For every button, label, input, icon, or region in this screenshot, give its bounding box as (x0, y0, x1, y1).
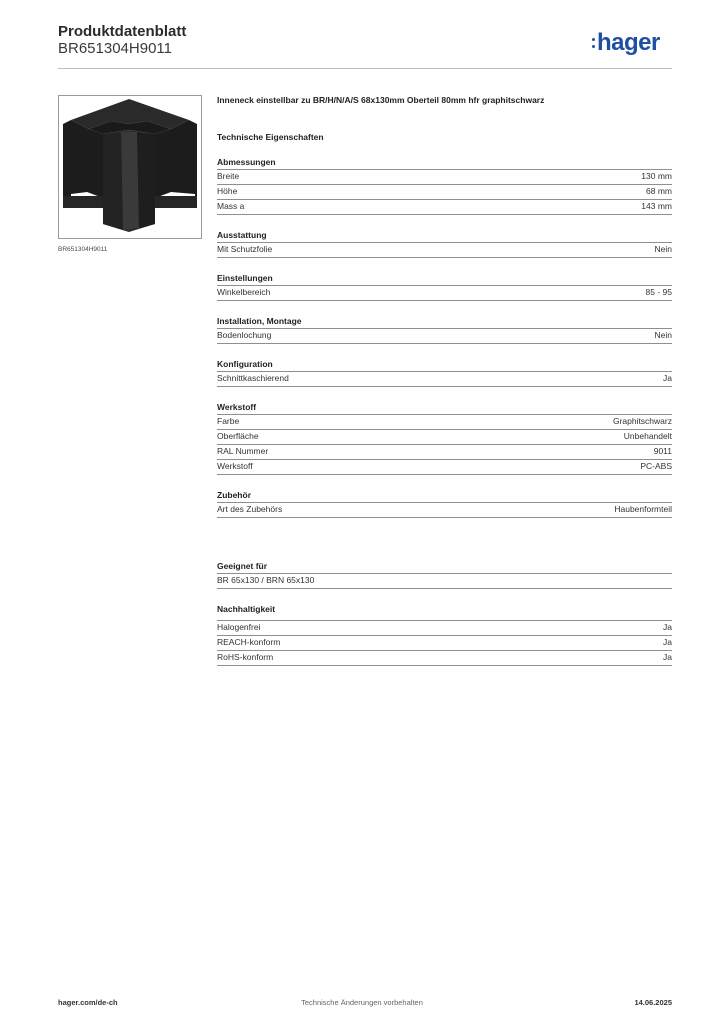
property-value: Ja (663, 622, 672, 632)
property-row (217, 574, 672, 589)
property-row (217, 445, 672, 460)
section-geeignet-fuer (217, 561, 672, 589)
property-row (217, 170, 672, 185)
product-code: BR651304H9011 (58, 40, 172, 57)
property-label: Oberfläche (217, 431, 259, 441)
section-title: Konfiguration (217, 359, 672, 372)
property-label: Bodenlochung (217, 330, 272, 340)
tech-heading: Technische Eigenschaften (217, 132, 324, 142)
product-details (217, 90, 672, 666)
property-label: Schnittkaschierend (217, 373, 289, 383)
property-label: RoHS-konform (217, 652, 274, 662)
section-title: Einstellungen (217, 273, 672, 286)
property-value: 9011 (653, 446, 672, 456)
property-label: REACH-konform (217, 637, 281, 647)
header-title: Produktdatenblatt (58, 23, 187, 40)
hager-logo[interactable] (592, 29, 660, 57)
section-ausstattung (217, 230, 672, 258)
section-konfiguration (217, 359, 672, 387)
property-row (217, 329, 672, 344)
property-label: Art des Zubehörs (217, 504, 283, 514)
footer-notice: Technische Änderungen vorbehalten (301, 998, 423, 1007)
property-row (217, 200, 672, 215)
section-title: Geeignet für (217, 561, 672, 574)
section-abmessungen (217, 157, 672, 215)
product-description: Inneneck einstellbar zu BR/H/N/A/S 68x130mm Oberteil 80mm hfr graphitschwarz (217, 95, 545, 105)
property-value: PC-ABS (640, 461, 672, 471)
property-label: BR 65x130 / BRN 65x130 (217, 575, 315, 585)
property-row (217, 185, 672, 200)
property-value: Nein (654, 244, 672, 254)
property-value: 130 mm (641, 171, 672, 181)
property-value: Ja (663, 373, 672, 383)
footer-website-link[interactable]: hager.com/de-ch (58, 998, 118, 1007)
property-value: Ja (663, 637, 672, 647)
property-row (217, 286, 672, 301)
section-title: Nachhaltigkeit (217, 604, 672, 621)
section-installation (217, 316, 672, 344)
property-row (217, 636, 672, 651)
property-value: Ja (663, 652, 672, 662)
product-image (58, 95, 202, 239)
property-label: Farbe (217, 416, 240, 426)
property-label: Werkstoff (217, 461, 253, 471)
property-label: Mass a (217, 201, 245, 211)
property-label: Breite (217, 171, 240, 181)
property-label: RAL Nummer (217, 446, 269, 456)
property-row (217, 372, 672, 387)
property-label: Halogenfrei (217, 622, 261, 632)
section-einstellungen (217, 273, 672, 301)
property-value: 143 mm (641, 201, 672, 211)
section-title: Abmessungen (217, 157, 672, 170)
property-value: Nein (654, 330, 672, 340)
property-row (217, 430, 672, 445)
property-row (217, 621, 672, 636)
property-value: Unbehandelt (623, 431, 672, 441)
section-zubehoer (217, 490, 672, 518)
property-label: Mit Schutzfolie (217, 244, 273, 254)
property-value: 68 mm (646, 186, 672, 196)
footer-date: 14.06.2025 (634, 998, 672, 1007)
logo-colon-icon (592, 35, 595, 49)
property-row (217, 415, 672, 430)
property-value: Haubenformteil (614, 504, 672, 514)
logo-text: hager (597, 29, 660, 56)
section-title: Ausstattung (217, 230, 672, 243)
section-title: Werkstoff (217, 402, 672, 415)
property-row (217, 503, 672, 518)
property-value: Graphitschwarz (612, 416, 672, 426)
section-spacer (217, 518, 672, 546)
section-werkstoff (217, 402, 672, 475)
property-row (217, 651, 672, 666)
property-label: Höhe (217, 186, 238, 196)
property-value: 85 - 95 (645, 287, 672, 297)
image-caption: BR651304H9011 (58, 246, 108, 253)
inner-corner-product-icon (59, 96, 201, 238)
header-divider (58, 68, 672, 69)
property-label: Winkelbereich (217, 287, 271, 297)
section-title: Zubehör (217, 490, 672, 503)
property-row (217, 243, 672, 258)
section-nachhaltigkeit (217, 604, 672, 666)
property-row (217, 460, 672, 475)
section-title: Installation, Montage (217, 316, 672, 329)
